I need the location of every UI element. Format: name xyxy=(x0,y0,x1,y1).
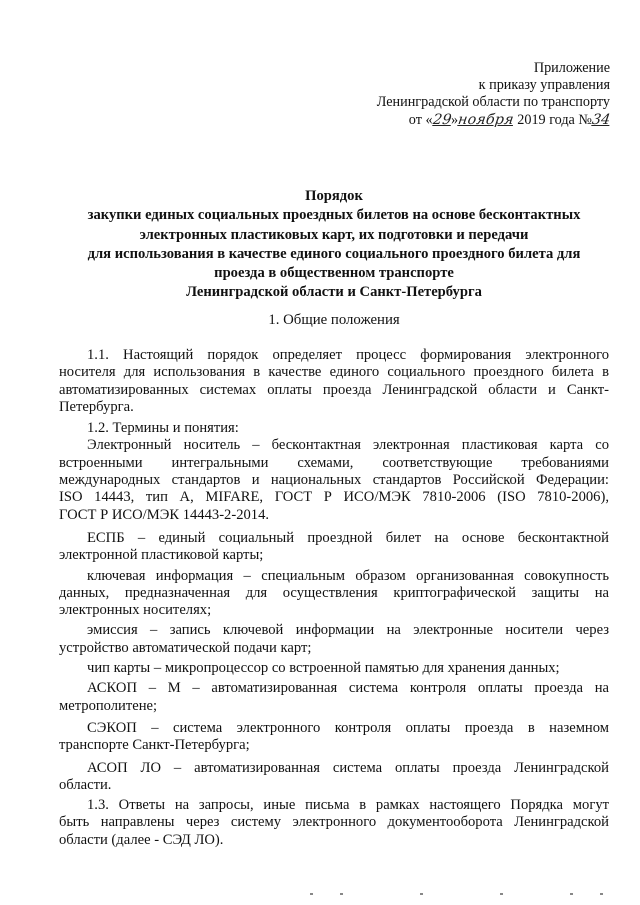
text-line: международных стандартов и национальных стандартов Российской Федерации: xyxy=(59,472,609,489)
document-title xyxy=(60,187,608,303)
text-line: метрополитене; xyxy=(59,697,158,714)
text-line: транспорте Санкт-Петербурга; xyxy=(59,737,250,754)
appendix-line-1: Приложение xyxy=(533,60,610,76)
title-line: для использования в качестве единого социального проездного билета для xyxy=(87,245,581,262)
text-line: электронных носителях; xyxy=(59,602,212,619)
text-line: ГОСТ Р ИСО/МЭК 14443-2-2014. xyxy=(59,506,270,523)
appendix-date-line xyxy=(310,112,610,129)
title-line: проезда в общественном транспорте xyxy=(214,265,454,282)
text-line: эмиссия – запись ключевой информации на электронные носители через xyxy=(87,622,609,639)
handwritten-month: ноября xyxy=(457,111,515,128)
paragraph-1-3 xyxy=(59,797,609,849)
definition-emission xyxy=(59,622,609,657)
definition-chip xyxy=(59,660,609,677)
text-line: АСКОП – М – автоматизированная система контроля оплаты проезда на xyxy=(87,680,609,697)
section-heading: 1. Общие положения xyxy=(268,312,400,328)
date-mid: » xyxy=(451,111,459,128)
appendix-header xyxy=(310,60,610,129)
text-line: электронной пластиковой карты; xyxy=(59,547,264,564)
title-line: Порядок xyxy=(305,188,363,204)
definition-asop-lo xyxy=(59,760,609,795)
text-line: 1.3. Ответы на запросы, иные письма в рамках настоящего Порядка могут xyxy=(87,797,609,814)
paragraph-1-1 xyxy=(59,347,609,416)
text-line: чип карты – микропроцессор со встроенной памятью для хранения данных; xyxy=(87,660,560,677)
text-line: 1.1. Настоящий порядок определяет процесс формирования электронного xyxy=(87,347,609,363)
paragraph-1-2 xyxy=(59,420,609,437)
title-line: Ленинградской области и Санкт-Петербурга xyxy=(186,284,482,301)
definition-askop xyxy=(59,680,609,715)
title-line: закупки единых социальных проездных билетов на основе бесконтактных xyxy=(87,207,581,224)
text-line: СЭКОП – система электронного контроля оплаты проезда в наземном xyxy=(87,719,609,736)
text-line: Петербурга. xyxy=(59,398,134,415)
text-line: быть направлены через систему электронного документооборота Ленинградской xyxy=(59,814,609,831)
text-line: устройство автоматической подачи карт; xyxy=(59,639,312,656)
text-line: 1.2. Термины и понятия: xyxy=(87,420,239,437)
text-line: автоматизированных системах оплаты проезда Ленинградской области и Санкт- xyxy=(59,381,609,398)
handwritten-day: 29 xyxy=(431,111,453,128)
appendix-line-2: к приказу управления xyxy=(478,77,610,94)
text-line: ISO 14443, тип А, MIFARE, ГОСТ Р ИСО/МЭК 7810-2006 (ISO 7810-2006), xyxy=(59,489,609,506)
text-line: данных, предназначенная для осуществления криптографической защиты на xyxy=(59,584,609,601)
text-line: АСОП ЛО – автоматизированная система оплаты проезда Ленинградской xyxy=(87,759,609,776)
scan-edge-marks xyxy=(300,893,620,901)
handwritten-order-number: 34 xyxy=(590,111,612,128)
text-line: носителя для использования в качестве единого социального проездного билета в xyxy=(59,364,609,381)
definition-key-information xyxy=(59,568,609,620)
date-suffix: 2019 года № xyxy=(517,111,592,128)
definition-sekop xyxy=(59,720,609,755)
definition-electronic-carrier xyxy=(59,437,609,523)
text-line: области (далее - СЭД ЛО). xyxy=(59,831,224,848)
text-line: встроенными интегральными схемами, соответствующие требованиями xyxy=(59,454,609,471)
date-prefix: от « xyxy=(408,111,433,128)
text-line: ключевая информация – специальным образом организованная совокупность xyxy=(87,567,609,584)
definition-espb xyxy=(59,530,609,565)
text-line: ЕСПБ – единый социальный проездной билет на основе бесконтактной xyxy=(87,529,609,546)
text-line: области. xyxy=(59,776,112,793)
title-line: электронных пластиковых карт, их подготовки и передачи xyxy=(139,226,529,243)
text-line: Электронный носитель – бесконтактная электронная пластиковая карта со xyxy=(87,437,609,454)
document-body xyxy=(59,347,609,853)
appendix-line-3: Ленинградской области по транспорту xyxy=(376,94,610,111)
